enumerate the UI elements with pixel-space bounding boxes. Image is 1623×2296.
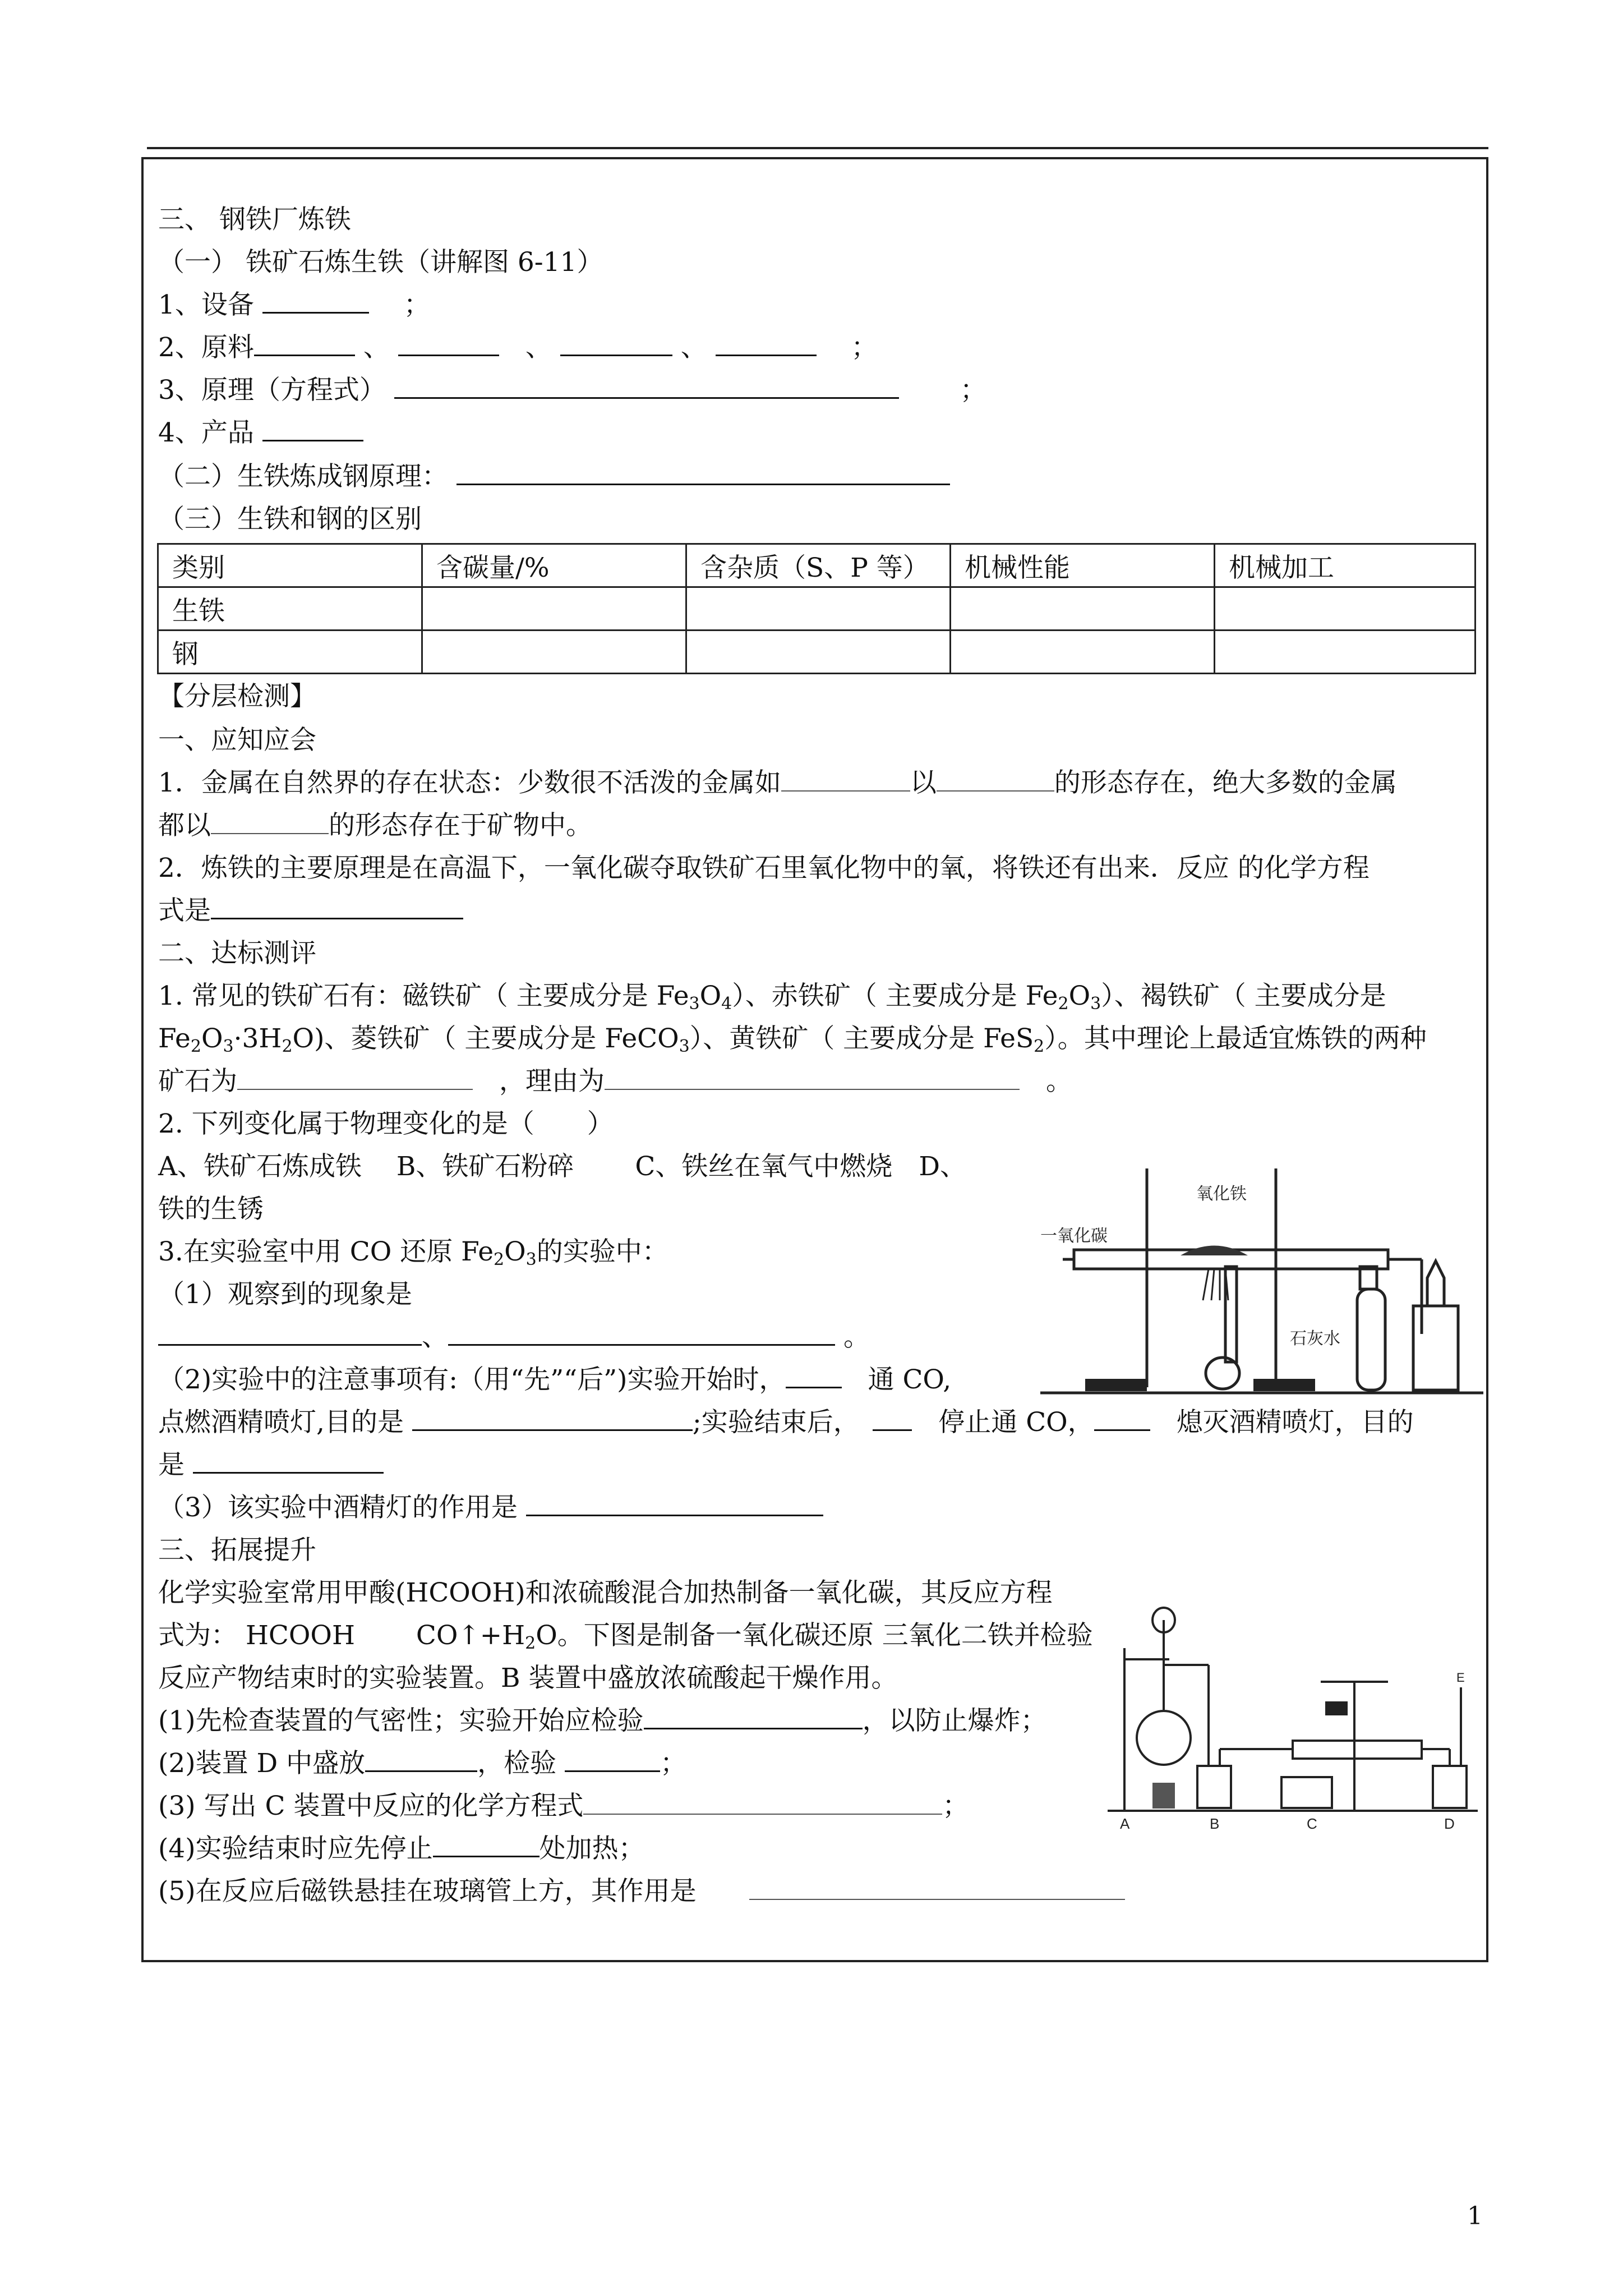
problem-2-stem: 2. 下列变化属于物理变化的是（ ） [158, 1108, 614, 1139]
blank-check-purity[interactable] [644, 1705, 863, 1729]
item-principle: 3、原理（方程式） ； [158, 375, 986, 406]
blank-phenomenon-2[interactable] [448, 1322, 835, 1346]
table-header-cell: 机械加工 [1215, 544, 1476, 587]
problem-1-line-1: 1. 常见的铁矿石有：磁铁矿（ 主要成分是 $Fe_3O_4$）、赤铁矿（ 主要成分是 $Fe_2O_3$）、褐铁矿（ 主要成分是 [158, 981, 1386, 1014]
co-preparation-apparatus-figure [1108, 1598, 1478, 1833]
blank-d-content[interactable] [365, 1748, 477, 1772]
extension-q4: (4)实验结束时应先停止 处加热； [158, 1833, 645, 1864]
table-header-cell: 含杂质（S、P 等） [686, 544, 951, 587]
extension-q1: (1)先检查装置的气密性；实验开始应检验 ，以防止爆炸； [158, 1705, 1047, 1736]
blank-product[interactable] [262, 417, 363, 441]
blank-material-4[interactable] [716, 332, 817, 356]
table-header-cell: 含碳量/% [422, 544, 686, 587]
problem-3-part-2-line-1: （2)实验中的注意事项有:（用“先”“后”)实验开始时， 通 CO, [158, 1364, 952, 1395]
table-cell[interactable] [1215, 587, 1476, 631]
table-header-cell: 类别 [158, 544, 422, 587]
extension-line-2: 式为： HCOOH $CO↑+H_2O$。下图是制备一氧化碳还原 三氧化二铁并检验 [158, 1620, 1093, 1653]
table-cell[interactable] [422, 631, 686, 674]
problem-1-line-2: $Fe_2O_3\cdot 3H_2O$)、菱铁矿（ 主要成分是 FeCO$_3$）、黄铁矿（ 主要成分是 FeS$_2$）。其中理论上最适宜炼铁的两种 [158, 1023, 1427, 1056]
table-cell[interactable] [686, 587, 951, 631]
subsection-2: （二）生铁炼成钢原理： [158, 460, 950, 494]
question-2-line-2: 式是 [158, 894, 463, 928]
extension-q2: (2)装置 D 中盛放 ，检验 ； [158, 1748, 687, 1779]
row-label: 钢 [158, 631, 422, 674]
table-header-cell: 机械性能 [951, 544, 1215, 587]
problem-3-stem: 3.在实验室中用 CO 还原 $Fe_2O_3$的实验中： [158, 1236, 668, 1269]
item-equipment: 1、设备 ； [158, 289, 430, 320]
blank-first-or-after-2[interactable] [873, 1407, 912, 1431]
extension-q3: (3) 写出 C 装置中反应的化学方程式 ； [158, 1791, 969, 1821]
question-1-line-1: 1．金属在自然界的存在状态：少数很不活泼的金属如 以 的形态存在，绝大多数的金属 [158, 767, 1397, 798]
extension-line-1: 化学实验室常用甲酸(HCOOH)和浓硫酸混合加热制备一氧化碳，其反应方程 [158, 1577, 1053, 1608]
problem-3-part-3: （3）该实验中酒精灯的作用是 [158, 1491, 823, 1525]
part-3-title: 三、拓展提升 [158, 1535, 316, 1566]
problem-1-line-3: 矿石为 ，理由为 。 [158, 1066, 1072, 1097]
extension-line-3: 反应产物结束时的实验装置。B 装置中盛放浓硫酸起干燥作用。 [158, 1663, 898, 1694]
part-1-title: 一、应知应会 [158, 725, 316, 756]
item-materials: 2、原料 、 、 、 ； [158, 332, 878, 363]
table-cell[interactable] [951, 631, 1215, 674]
blank-reason[interactable] [605, 1066, 1020, 1090]
label-e: E [1456, 1671, 1465, 1685]
problem-3-part-2-line-3: 是 [158, 1448, 384, 1482]
table-row [158, 631, 1476, 674]
header-rule [147, 147, 1488, 149]
page-number: 1 [1467, 2202, 1483, 2230]
subsection-1-title: （一） 铁矿石炼生铁（讲解图 6-11） [158, 247, 603, 278]
problem-2-option-d: 铁的生锈 [158, 1194, 264, 1225]
problem-3-part-2-line-2: 点燃酒精喷灯,目的是 ;实验结束后， 停止通 CO， 熄灭酒精喷灯，目的 [158, 1407, 1414, 1438]
table-header-row [158, 544, 1476, 587]
blank-material-2[interactable] [398, 332, 499, 356]
question-1-line-2: 都以 的形态存在于矿物中。 [158, 810, 592, 841]
section-title: 三、 钢铁厂炼铁 [158, 204, 351, 235]
blank-principle-equation[interactable] [394, 375, 899, 399]
blank-purpose[interactable] [412, 1407, 693, 1431]
subsection-3-title: （三）生铁和钢的区别 [158, 504, 422, 535]
label-c: C [1307, 1815, 1317, 1832]
blank-steelmaking-principle[interactable] [457, 461, 950, 485]
blank-purpose-2[interactable] [193, 1450, 384, 1474]
blank-ores[interactable] [237, 1066, 473, 1090]
blank-stop-heating[interactable] [433, 1833, 540, 1857]
table-cell[interactable] [686, 631, 951, 674]
blank-q1-3[interactable] [211, 811, 329, 834]
table-cell[interactable] [951, 587, 1215, 631]
table-cell[interactable] [1215, 631, 1476, 674]
item-product: 4、产品 [158, 416, 363, 450]
problem-2-options: A、铁矿石炼成铁 B、铁矿石粉碎 C、铁丝在氧气中燃烧 D、 [158, 1151, 967, 1182]
blank-first-or-after-1[interactable] [786, 1364, 842, 1388]
label-carbon-monoxide: 一氧化碳 [1040, 1227, 1108, 1245]
blank-lamp-role[interactable] [526, 1492, 823, 1516]
label-iron-oxide: 氧化铁 [1196, 1185, 1247, 1203]
blank-phenomenon-1[interactable] [158, 1322, 422, 1346]
blank-first-or-after-3[interactable] [1094, 1407, 1150, 1431]
row-label: 生铁 [158, 587, 422, 631]
blank-material-3[interactable] [560, 332, 672, 356]
problem-3-part-1: （1）观察到的现象是 [158, 1279, 412, 1310]
blank-q2-equation[interactable] [211, 895, 463, 919]
test-heading: 【分层检测】 [158, 681, 316, 712]
comparison-table [157, 543, 1476, 674]
table-cell[interactable] [422, 587, 686, 631]
label-b: B [1210, 1815, 1220, 1832]
table-row [158, 587, 1476, 631]
blank-material-1[interactable] [254, 332, 355, 356]
blank-d-detect[interactable] [565, 1748, 660, 1772]
label-d: D [1444, 1815, 1455, 1832]
blank-q1-1[interactable] [781, 768, 910, 792]
co-reduction-apparatus-figure [1040, 1166, 1483, 1401]
label-a: A [1120, 1815, 1130, 1832]
blank-q1-2[interactable] [937, 768, 1054, 792]
blank-equipment[interactable] [262, 289, 369, 314]
blank-magnet-purpose[interactable] [749, 1876, 1125, 1900]
extension-q5: (5)在反应后磁铁悬挂在玻璃管上方，其作用是 [158, 1875, 1125, 1908]
part-2-title: 二、达标测评 [158, 938, 316, 969]
label-limewater: 石灰水 [1290, 1329, 1340, 1348]
problem-3-part-1-blanks: 、 。 [158, 1320, 870, 1354]
blank-c-equation[interactable] [583, 1791, 942, 1815]
question-2-line-1: 2．炼铁的主要原理是在高温下，一氧化碳夺取铁矿石里氧化物中的氧，将铁还有出来．反应 的化学方程 [158, 853, 1370, 884]
